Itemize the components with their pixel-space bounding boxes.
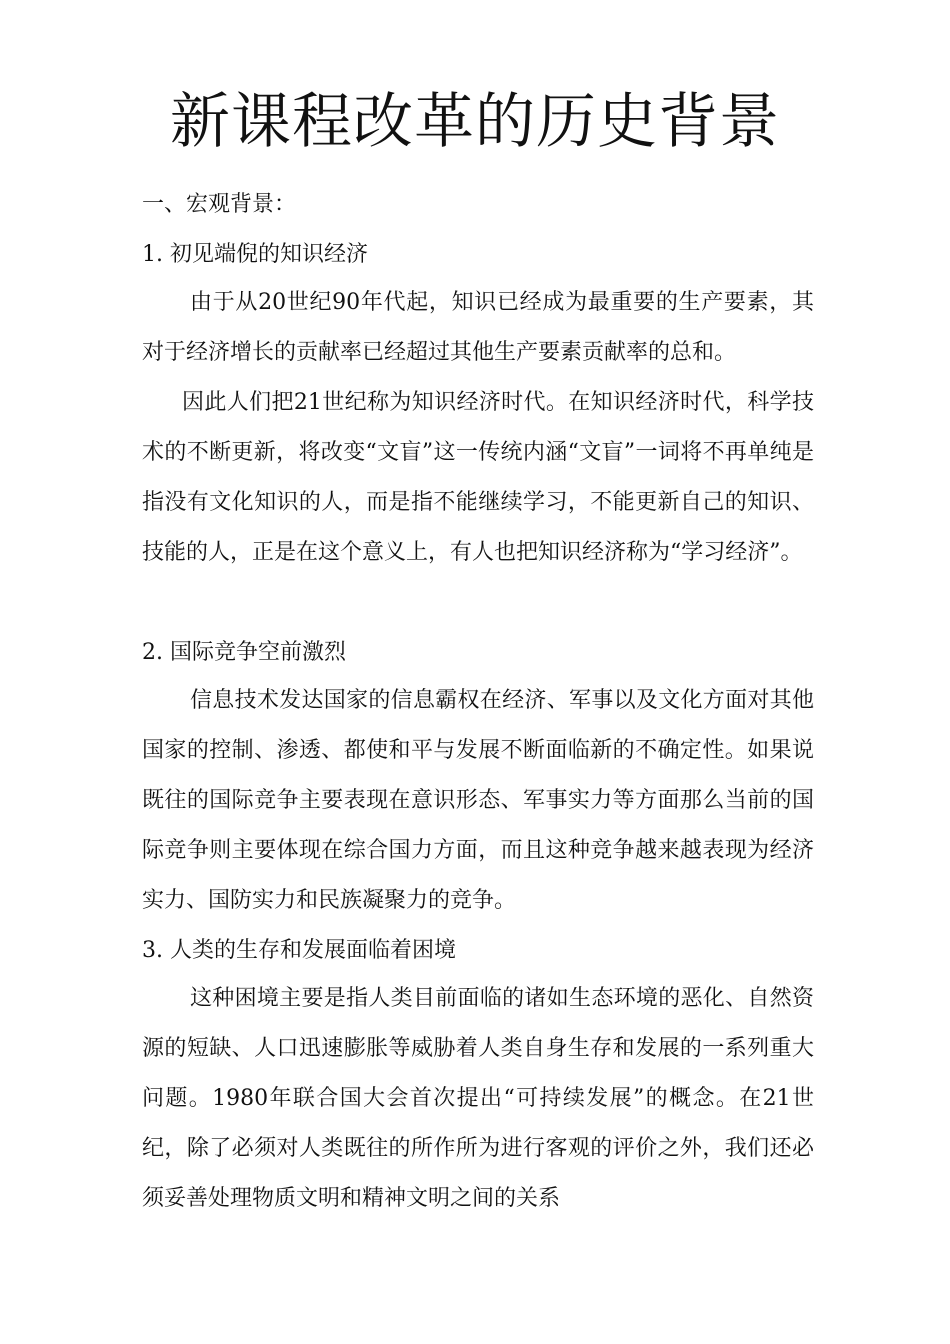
paragraph-1-2: 因此人们把21世纪称为知识经济时代。在知识经济时代，科学技术的不断更新，将改变“文盲”这一传统内涵“文盲”一词将不再单纯是指没有文化知识的人，而是指不能继续学习，不能更新自己的知识、技能的人，正是在这个意义上，有人也把知识经济称为“学习经济”。 [142, 390, 814, 565]
paragraph-2-1: 信息技术发达国家的信息霸权在经济、军事以及文化方面对其他国家的控制、渗透、都使和平与发展不断面临新的不确定性。如果说既往的国际竞争主要表现在意识形态、军事实力等方面那么当前的国际竞争则主要体现在综合国力方面，而且这种竞争越来越表现为经济实力、国防实力和民族凝聚力的竞争。 [142, 688, 814, 913]
item-heading-1: 1. 初见端倪的知识经济 [142, 242, 368, 267]
item-heading-3: 3. 人类的生存和发展面临着困境 [142, 938, 456, 963]
paragraph-1-1: 由于从20世纪90年代起，知识已经成为最重要的生产要素，其对于经济增长的贡献率已经超过其他生产要素贡献率的总和。 [142, 290, 814, 365]
document-title: 新课程改革的历史背景 [170, 87, 780, 157]
item-heading-2: 2. 国际竞争空前激烈 [142, 640, 346, 665]
section-heading: 一、宏观背景： [142, 192, 297, 217]
paragraph-3-1: 这种困境主要是指人类目前面临的诸如生态环境的恶化、自然资源的短缺、人口迅速膨胀等威胁着人类自身生存和发展的一系列重大问题。1980年联合国大会首次提出“可持续发展”的概念。在21世纪，除了必须对人类既往的所作所为进行客观的评价之外，我们还必须妥善处理物质文明和精神文明之间的关系 [142, 986, 814, 1211]
